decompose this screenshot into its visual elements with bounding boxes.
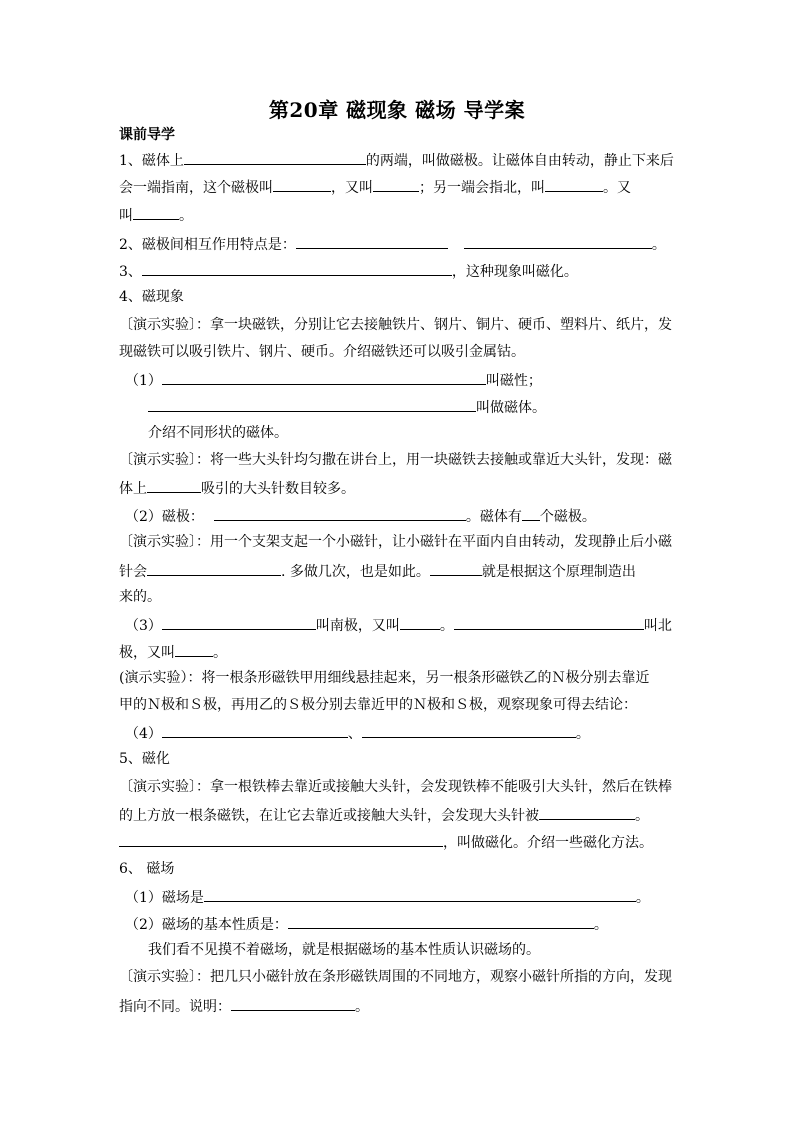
fill-blank[interactable]: [214, 502, 466, 521]
q4-text: 。磁体有: [465, 509, 522, 525]
fill-blank[interactable]: [133, 201, 179, 220]
q1-text: ，又叫: [331, 180, 373, 196]
fill-blank[interactable]: [464, 230, 652, 249]
q4-demo4b: 甲的Ｎ极和Ｓ极，再用乙的Ｓ极分别去靠近甲的Ｎ极和Ｓ极，观察现象可得去结论：: [119, 697, 637, 713]
q6-part2: [125, 910, 685, 936]
q4-text: 吸引的大头针数目较多。: [201, 481, 355, 497]
q2-text: 2、磁极间相互作用特点是：: [119, 237, 296, 253]
fill-blank[interactable]: [430, 557, 482, 576]
q4-part3: [125, 611, 685, 637]
q4-text: 。: [213, 645, 227, 661]
fill-blank[interactable]: [373, 173, 419, 192]
q1-line1: [119, 146, 679, 172]
q1-text: 。: [179, 208, 193, 224]
fill-blank[interactable]: [162, 366, 486, 385]
q5-demo1: 〔演示实验〕：拿一根铁棒去靠近或接触大头针，会发现铁棒不能吸引大头针，然后在铁棒: [119, 779, 672, 795]
q4-part3b: [119, 638, 679, 664]
fill-blank[interactable]: [545, 173, 603, 192]
q5-text: ，叫做磁化。介绍一些磁化方法。: [443, 835, 653, 851]
fill-blank[interactable]: [119, 828, 443, 847]
q3-line: [119, 257, 679, 283]
q4-text: 叫北: [643, 618, 672, 634]
q5-text: 。: [635, 808, 649, 824]
fill-blank[interactable]: [273, 173, 331, 192]
q2-line: [119, 230, 679, 256]
q6-text: 。: [593, 917, 608, 933]
fill-blank[interactable]: [175, 638, 213, 657]
q4-text: 叫磁性；: [485, 373, 542, 389]
q6-text: （1）磁场是: [125, 890, 204, 906]
q4-text: （3）: [125, 618, 162, 634]
fill-blank[interactable]: [362, 719, 576, 738]
q3-text: ，这种现象叫磁化。: [451, 264, 578, 280]
q6-heading: 6、 磁场: [119, 861, 175, 877]
q5-demo3: [119, 828, 679, 854]
q1-text: 的两端，叫做磁极。让磁体自由转动，静止下来后: [365, 153, 674, 169]
q1-text: 。又: [603, 180, 631, 196]
q6-text: 。: [355, 999, 369, 1015]
q4-text: （4）: [125, 726, 162, 742]
q4-text: 针会: [119, 564, 147, 580]
q1-text: 1、磁体上: [119, 153, 184, 169]
q1-text: 叫: [119, 208, 133, 224]
q4-text: （2）磁极：: [125, 509, 204, 525]
q1-line3: [119, 201, 679, 227]
q4-demo3: 〔演示实验〕：用一个支架支起一个小磁针，让小磁针在平面内自由转动，发现静止后小磁: [119, 534, 672, 550]
q4-part1b: [148, 393, 708, 419]
fill-blank[interactable]: [184, 146, 366, 165]
fill-blank[interactable]: [296, 230, 448, 249]
q6-demo2: [119, 992, 679, 1018]
q2-text: 。: [651, 237, 666, 253]
q6-part1: [125, 883, 685, 909]
q4-demo4: (演示实验）：将一根条形磁铁甲用细线悬挂起来，另一根条形磁铁乙的Ｎ极分别去靠近: [119, 670, 650, 686]
q4-text: 体上: [119, 481, 147, 497]
q6-text: （2）磁场的基本性质是：: [125, 917, 288, 933]
fill-blank[interactable]: [454, 611, 644, 630]
fill-blank[interactable]: [522, 502, 540, 521]
q4-text: 。: [575, 726, 590, 742]
fill-blank[interactable]: [231, 992, 355, 1011]
q4-part4: [125, 719, 685, 745]
fill-blank[interactable]: [162, 611, 316, 630]
q3-text: 3、: [119, 264, 142, 280]
q4-text: 、: [347, 726, 362, 742]
page-title: 第20章 磁现象 磁场 导学案: [268, 98, 526, 122]
fill-blank[interactable]: [147, 557, 281, 576]
fill-blank[interactable]: [142, 257, 452, 276]
section-subtitle: 课前导学: [119, 127, 175, 143]
q4-text: 个磁极。: [539, 509, 596, 525]
q4-text: （1）: [125, 373, 162, 389]
q4-text: 。: [439, 618, 454, 634]
q4-demo1: 〔演示实验〕：拿一块磁铁，分别让它去接触铁片、钢片、铜片、硬币、塑料片、纸片，发: [119, 317, 672, 333]
q4-intro: 介绍不同形状的磁体。: [148, 425, 288, 441]
q4-text: . 多做几次，也是如此。: [281, 564, 430, 580]
q4-heading: 4、磁现象: [119, 289, 184, 305]
q4-demo2b: [119, 474, 679, 500]
q6-text: 指向不同。说明：: [119, 999, 231, 1015]
q4-demo3b: [119, 557, 679, 583]
q6-demo1: 〔演示实验〕：把几只小磁针放在条形磁铁周围的不同地方，观察小磁针所指的方向，发现: [119, 969, 672, 985]
fill-blank[interactable]: [204, 883, 636, 902]
q6-note: 我们看不见摸不着磁场，就是根据磁场的基本性质认识磁场的。: [148, 942, 540, 958]
q4-demo1b: 现磁铁可以吸引铁片、钢片、硬币。介绍磁铁还可以吸引金属钴。: [119, 344, 525, 360]
q4-text: 就是根据这个原理制造出: [481, 564, 636, 580]
q5-heading: 5、磁化: [119, 751, 170, 767]
q6-text: 。: [635, 890, 650, 906]
fill-blank[interactable]: [539, 801, 635, 820]
q4-text: 叫做磁体。: [476, 400, 546, 416]
q5-text: 的上方放一根条磁铁，在让它去靠近或接触大头针，会发现大头针被: [119, 808, 539, 824]
q4-demo2: 〔演示实验〕：将一些大头针均匀撒在讲台上，用一块磁铁去接触或靠近大头针，发现：磁: [119, 452, 672, 468]
fill-blank[interactable]: [147, 474, 201, 493]
q4-text: 叫南极，又叫: [315, 618, 400, 634]
q1-text: ；另一端会指北，叫: [419, 180, 545, 196]
fill-blank[interactable]: [162, 719, 348, 738]
fill-blank[interactable]: [400, 611, 440, 630]
q4-part2: [125, 502, 685, 528]
q5-demo2: [119, 801, 679, 827]
q4-demo3c: 来的。: [119, 589, 161, 605]
q4-part1: [125, 366, 685, 392]
q1-text: 会一端指南，这个磁极叫: [119, 180, 273, 196]
q1-line2: [119, 173, 679, 199]
fill-blank[interactable]: [148, 393, 476, 412]
fill-blank[interactable]: [288, 910, 594, 929]
q4-text: 极，又叫: [119, 645, 175, 661]
